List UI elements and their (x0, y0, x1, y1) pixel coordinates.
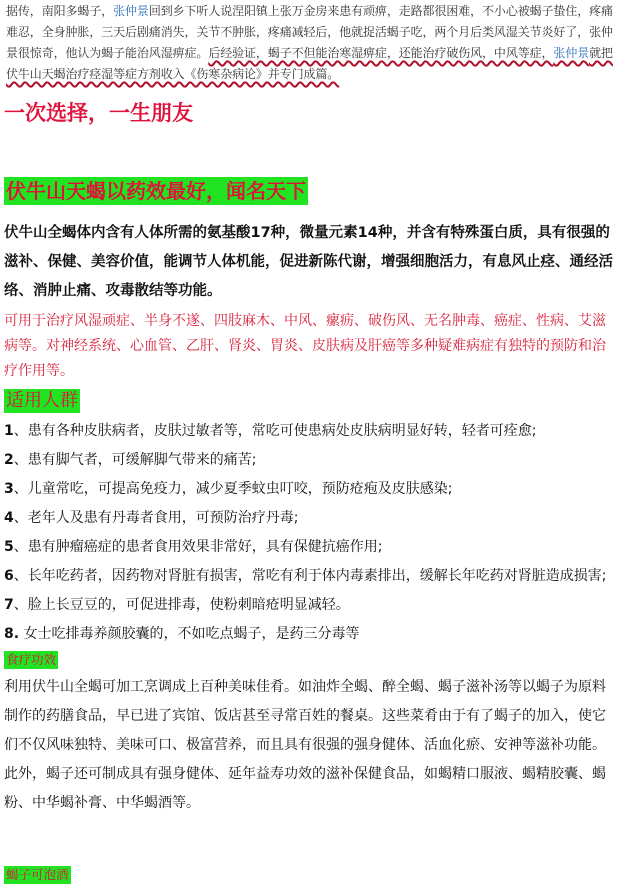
section-food-heading: 食疗功效 (6, 652, 57, 667)
intro-text-3: 就把伏牛山天蝎治疗痉湿等症方剂收入《伤寒杂病论》并专门成篇。 (6, 46, 613, 81)
list-text: 女士吃排毒养颜胶囊的，不如吃点蝎子，是药三分毒等 (19, 626, 360, 642)
list-text: 、患有各种皮肤病者，皮肤过敏者等，常吃可使患病处皮肤病明显好转，轻者可痊愈; (13, 423, 537, 439)
amino-paragraph: 伏牛山全蝎体内含有人体所需的氨基酸17种，微量元素14种，并含有特殊蛋白质，具有很强的滋补、保健、美容价值，能调节人体机能，促进新陈代谢，增强细胞活力，有息风止痉、通经活络、消肿止痛、攻毒散结等功能。 (4, 225, 613, 299)
uses-list (4, 417, 616, 649)
section-suitable-heading: 适用人群 (6, 390, 78, 411)
list-item (4, 533, 616, 562)
list-item (4, 475, 616, 504)
intro-paragraph (4, 0, 616, 85)
list-item (4, 417, 616, 446)
list-item (4, 620, 616, 649)
list-text: 、儿童常吃，可提高免疫力，减少夏季蚊虫叮咬，预防疮疱及皮肤感染; (13, 481, 453, 497)
list-number: 3 (4, 481, 14, 497)
intro-text-2: 回到乡下听人说涅阳镇上张万金房来患有顽痹，走路都很困难，不小心被蝎子蛰住，疼痛难忍，全身肿胀，三天后剧痛消失，关节不肿胀，疼痛减轻后，他就捉活蝎子吃，两个月后类风湿关节炎好了，张仲景很惊奇，他认为蝎子能治风湿痹症。 (6, 4, 613, 60)
diseases-paragraph: 可用于治疗风湿顽症、半身不遂、四肢麻木、中风、瘰疬、破伤风、无名肿毒、癌症、性病、艾滋病等。对神经系统、心血管、乙肝、肾炎、胃炎、皮肤病及肝癌等多种疑难病症有独特的预防和治疗作用等。 (4, 313, 606, 379)
list-text: 、患有肿瘤癌症的患者食用效果非常好，具有保健抗癌作用; (13, 539, 383, 555)
author-link-1[interactable]: 张仲景 (113, 4, 149, 18)
intro-text-1: 据传，南阳多蝎子， (6, 4, 114, 18)
list-text: 、脸上长豆豆的，可促进排毒，使粉刺暗疮明显减轻。 (13, 597, 350, 613)
banner-heading: 伏牛山天蝎以药效最好，闻名天下 (6, 179, 306, 203)
list-item (4, 446, 616, 475)
list-number: 8. (4, 626, 20, 642)
author-link-2[interactable]: 张仲景 (553, 46, 590, 60)
food-paragraph: 利用伏牛山全蝎可加工烹调成上百种美味佳肴。如油炸全蝎、醉全蝎、蝎子滋补汤等以蝎子为原料制作的药膳食品，早已进了宾馆、饭店甚至寻常百姓的餐桌。这些菜肴由于有了蝎子的加入，使它们不仅风味独特、美味可口、极富营养，而且具有很强的强身健体、活血化瘀、安神等滋补功能。此外，蝎子还可制成具有强身健体、延年益寿功效的滋补保健食品，如蝎精口服液、蝎精胶囊、蝎粉、中华蝎补膏、中华蝎酒等。 (4, 679, 606, 811)
list-item (4, 591, 616, 620)
list-number: 2 (4, 452, 14, 468)
list-item (4, 504, 616, 533)
list-number: 4 (4, 510, 14, 526)
slogan-heading: 一次选择，一生朋友 (4, 101, 193, 125)
list-item (4, 562, 616, 591)
list-text: 、患有脚气者，可缓解脚气带来的痛苦; (13, 452, 257, 468)
list-number: 1 (4, 423, 14, 439)
list-number: 6 (4, 568, 14, 584)
list-number: 5 (4, 539, 14, 555)
underlined-text: 后经验证，蝎子不但能治寒湿痹症，还能治疗破伤风，中风等症， (208, 46, 554, 60)
list-text: 、老年人及患有丹毒者食用，可预防治疗丹毒; (13, 510, 299, 526)
section-wine-heading: 蝎子可泡酒 (6, 867, 69, 882)
list-number: 7 (4, 597, 14, 613)
list-text: 、长年吃药者，因药物对肾脏有损害，常吃有利于体内毒素排出，缓解长年吃药对肾脏造成损害; (13, 568, 607, 584)
